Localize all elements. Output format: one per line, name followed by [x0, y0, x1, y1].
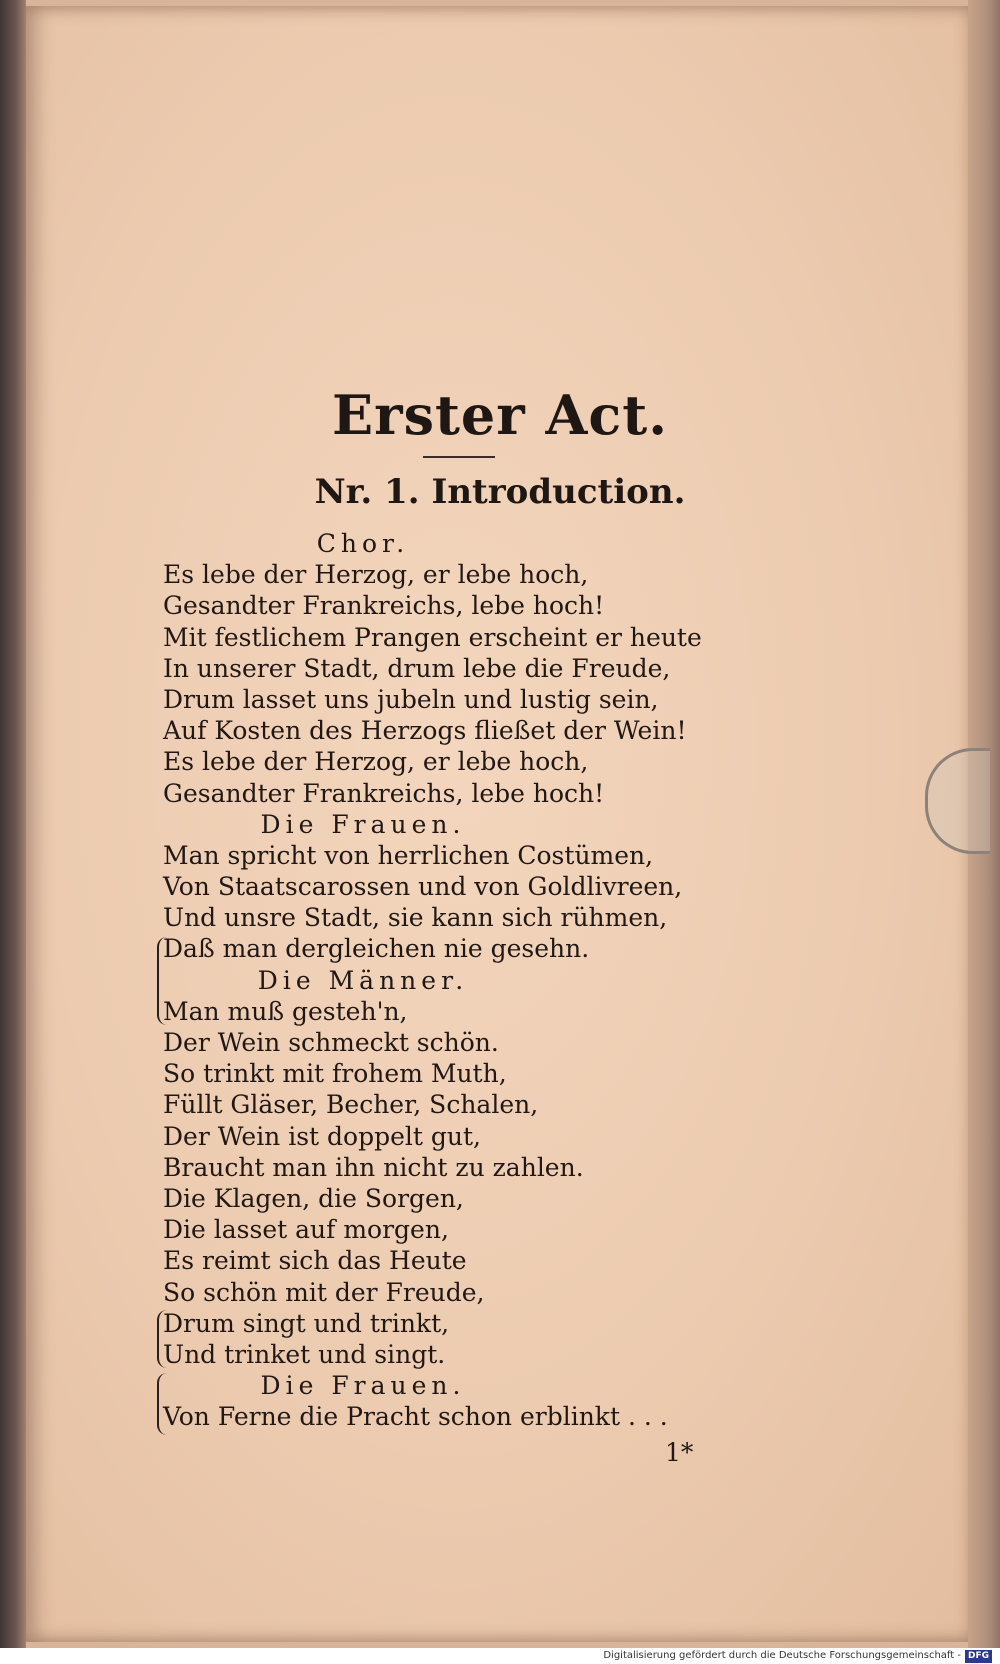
title-rule: [423, 456, 495, 458]
speaker-heading: Die Frauen.: [260, 1371, 466, 1401]
verse-line: Man spricht von herrlichen Costümen,: [163, 840, 654, 870]
verse-line: Man muß gesteh'n,: [163, 996, 408, 1026]
verse-line: Es lebe der Herzog, er lebe hoch,: [163, 560, 589, 590]
verse-line: Die Klagen, die Sorgen,: [163, 1183, 464, 1213]
number-title: Nr. 1. Introduction.: [314, 472, 686, 512]
speaker-heading: Die Männer.: [257, 965, 469, 995]
verse-line: In unserer Stadt, drum lebe die Freude,: [163, 653, 671, 683]
verse-line: Mit festlichem Prangen erscheint er heute: [163, 622, 702, 652]
adjacent-page-edge: [0, 0, 26, 1648]
verse-line: Die lasset auf morgen,: [163, 1215, 449, 1245]
verse-line: Drum singt und trinkt,: [163, 1308, 450, 1338]
verse-line: Und trinket und singt.: [163, 1339, 446, 1369]
verse-line: Es reimt sich das Heute: [163, 1246, 467, 1276]
speaker-heading: Die Frauen.: [260, 809, 466, 839]
verse-line: Braucht man ihn nicht zu zahlen.: [163, 1152, 584, 1182]
page-signature: 1*: [665, 1438, 694, 1467]
verse-line: Und unsre Stadt, sie kann sich rühmen,: [163, 903, 668, 933]
verse-line: Gesandter Frankreichs, lebe hoch!: [163, 591, 605, 621]
verse-line: Der Wein ist doppelt gut,: [163, 1121, 481, 1151]
verse-line: Daß man dergleichen nie gesehn.: [163, 934, 590, 964]
act-title: Erster Act.: [331, 383, 669, 447]
libretto-text: [163, 528, 723, 1432]
verse-line: Füllt Gläser, Becher, Schalen,: [163, 1090, 539, 1120]
digitization-credit: [603, 1648, 992, 1664]
speaker-heading: Chor.: [316, 529, 410, 558]
credit-text: Digitalisierung gefördert durch die Deutsche Forschungsgemeinschaft -: [603, 1650, 961, 1661]
verse-line: Auf Kosten des Herzogs fließet der Wein!: [163, 716, 687, 746]
verse-line: Der Wein schmeckt schön.: [163, 1028, 499, 1057]
verse-line: Von Staatscarossen und von Goldlivreen,: [163, 872, 683, 902]
verse-line: So trinkt mit frohem Muth,: [163, 1059, 507, 1089]
verse-line: So schön mit der Freude,: [163, 1277, 485, 1307]
verse-line: Gesandter Frankreichs, lebe hoch!: [163, 778, 605, 808]
verse-line: Drum lasset uns jubeln und lustig sein,: [163, 684, 659, 714]
dfg-logo: DFG: [965, 1650, 992, 1663]
verse-line: Von Ferne die Pracht schon erblinkt . . .: [163, 1402, 668, 1432]
verse-line: Es lebe der Herzog, er lebe hoch,: [163, 747, 589, 777]
